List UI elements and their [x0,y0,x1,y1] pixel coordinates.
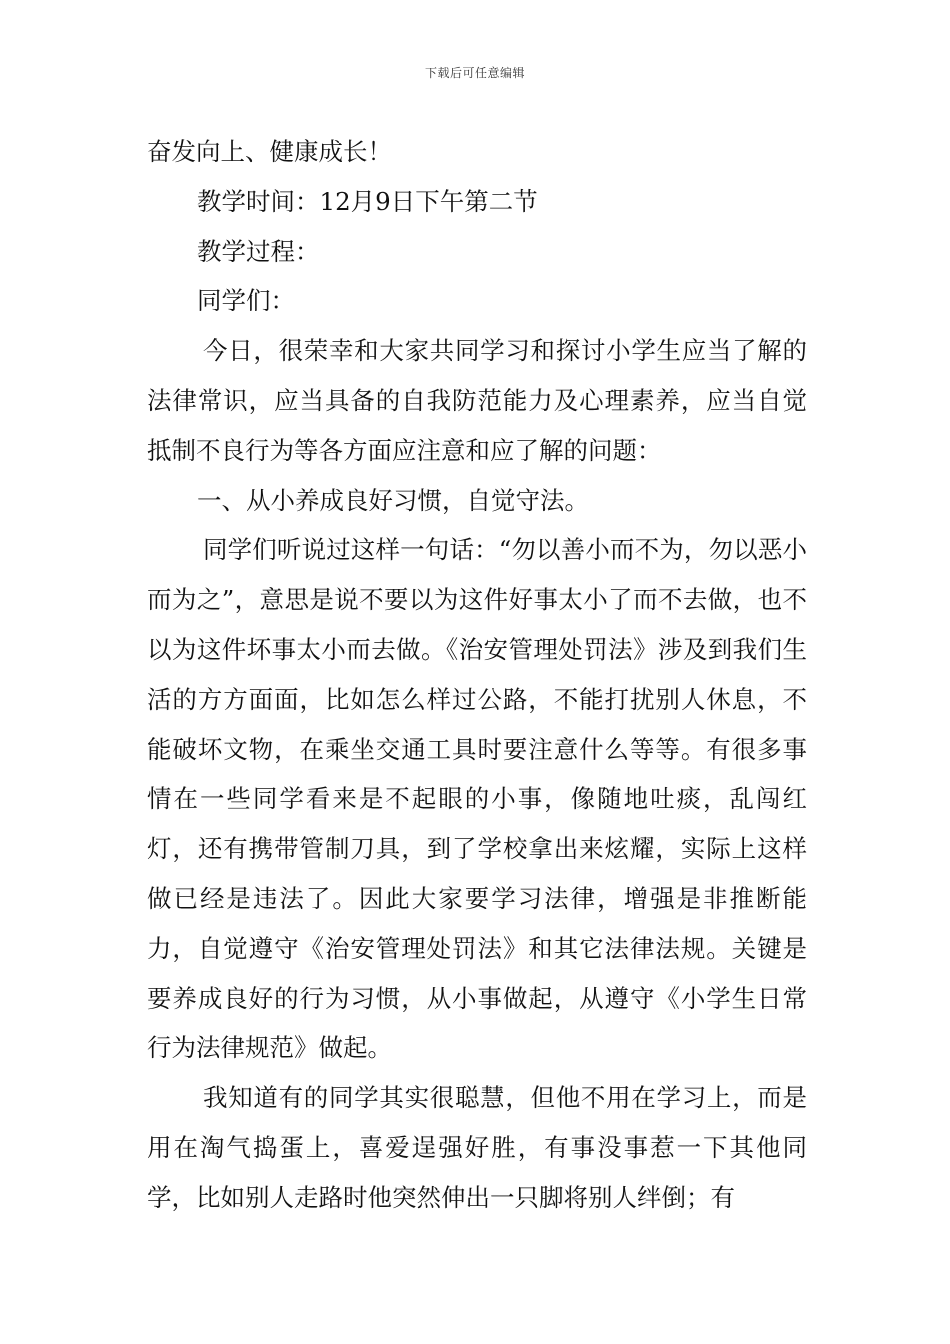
paragraph-body-1: 同学们听说过这样一句话：“勿以善小而不为，勿以恶小而为之”，意思是说不要以为这件好事太小了而不去做，也不以为这件坏事太小而去做。《治安管理处罚法》涉及到我们生活的方方面面，比如怎么样过公路，不能打扰别人休息，不能破坏文物，在乘坐交通工具时要注意什么等等。有很多事情在一些同学看来是不起眼的小事，像随地吐痰，乱闯红灯，还有携带管制刀具，到了学校拿出来炫耀，实际上这样做已经是违法了。因此大家要学习法律，增强是非推断能力，自觉遵守《治安管理处罚法》和其它法律法规。关键是要养成良好的行为习惯，从小事做起，从遵守《小学生日常行为法律规范》做起。 [147,535,807,1063]
paragraph-closing-line: 奋发向上、健康成长！ [147,137,392,166]
page-header: 下载后可任意编辑 [424,66,525,80]
paragraph-greeting: 同学们： [197,286,295,316]
paragraph-teaching-process: 教学过程： [197,236,320,266]
paragraph-teaching-time: 教学时间：12月9日下午第二节 [197,186,538,216]
document-body [147,127,807,1223]
paragraph-introduction: 今日，很荣幸和大家共同学习和探讨小学生应当了解的法律常识，应当具备的自我防范能力及心理素养，应当自觉抵制不良行为等各方面应注意和应了解的问题： [147,336,807,465]
paragraph-body-2: 我知道有的同学其实很聪慧，但他不用在学习上，而是用在淘气捣蛋上，喜爱逞强好胜，有事没事惹一下其他同学，比如别人走路时他突然伸出一只脚将别人绊倒；有 [147,1083,807,1212]
section-heading-1: 一、从小养成良好习惯，自觉守法。 [197,485,589,515]
